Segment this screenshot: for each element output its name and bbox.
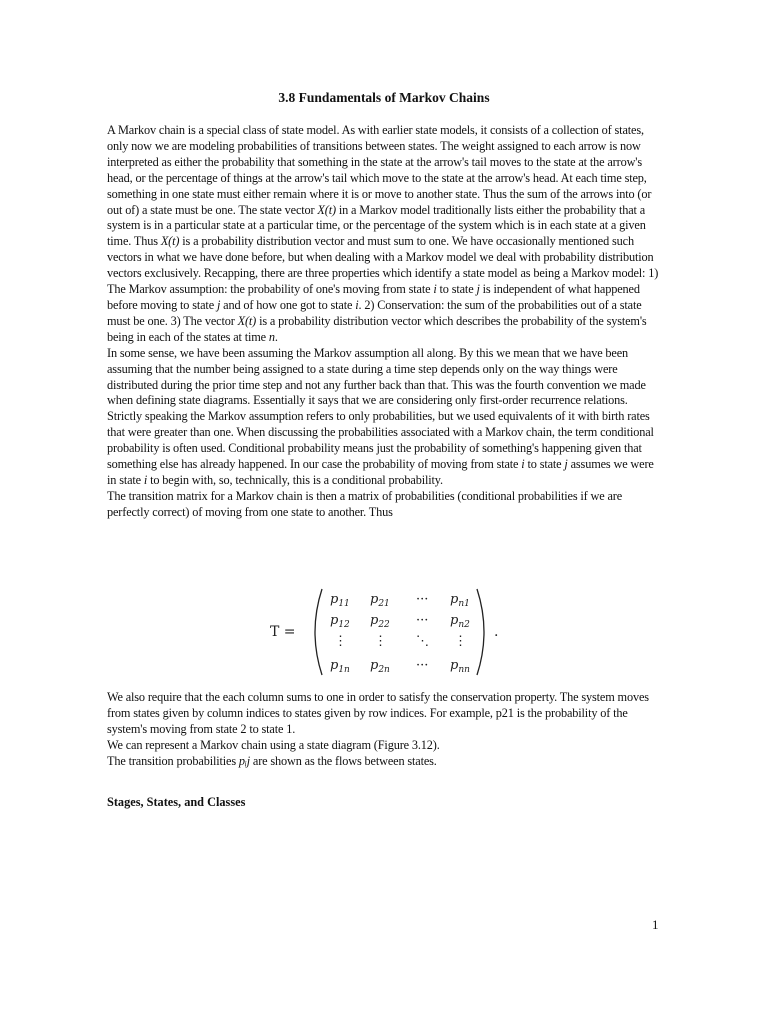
left-paren: [315, 589, 322, 675]
paragraph-markov-assumption: [107, 346, 663, 489]
text-run: is independent of what happened before moving to state: [107, 282, 640, 312]
matrix-entry: $p_{2n}$: [370, 658, 390, 675]
math-xt: X(t): [317, 202, 336, 217]
transition-matrix-equation: [270, 583, 500, 681]
matrix-trailing-period: .: [494, 624, 499, 640]
matrix-entry: ···: [416, 613, 429, 628]
math-i: i: [521, 457, 525, 472]
paragraph-column-sums: We also require that the each column sums to one in order to satisfy the conservation property. The system moves from states given by column indices to states given by row indices. For example, p21 is the probability of the system's moving from state 2 to state 1.: [107, 690, 649, 736]
matrix-entry: $p_{11}$: [330, 592, 350, 609]
matrix-entry: $p_{nn}$: [450, 658, 470, 675]
matrix-entry: ···: [416, 592, 429, 607]
text-run: in a Markov model traditionally lists either the probability that a system is in a particular state at a particular time, or the percentage of the system which is in each state at a given time. Thus: [107, 202, 646, 249]
text-run: to state: [524, 457, 565, 472]
paragraph-transition-probabilities: [107, 754, 663, 770]
paragraph-state-diagram: We can represent a Markov chain using a state diagram (Figure 3.12).: [107, 737, 440, 752]
matrix-entry: $p_{22}$: [370, 613, 390, 630]
text-run: to state: [436, 282, 477, 297]
matrix-figure: [270, 583, 500, 681]
page-number: 1: [652, 917, 659, 932]
matrix-entry: $p_{n1}$: [450, 592, 470, 609]
math-xt: X(t): [237, 313, 257, 328]
text-run: are shown as the flows between states.: [249, 753, 437, 768]
text-run: is a probability distribution vector which describes the probability of the system's being in each of the states at time: [107, 313, 647, 344]
math-j: j: [476, 282, 480, 297]
matrix-entry: ⋮: [454, 634, 467, 649]
text-run: . 2) Conservation: the sum of the probabilities out of a state must be one. 3) The vector: [107, 297, 642, 328]
body-text-top: [107, 123, 663, 521]
text-run: assumes we were in state: [107, 457, 654, 487]
text-run: A Markov chain is a special class of state model. As with earlier state models, it consists of a collection of states, only now we are modeling probabilities of transitions between states. The weight assigned to each arrow is now interpreted as either the probability that something in the state at the arrow's tail moves to the state at the arrow's head, or the percentage of things at the arrow's tail which move to the state at the arrow's head. At each time step, something in one state must either remain where it is or move to another state. Thus the sum of the arrows into (or out of) a state must be one. The state vector: [107, 123, 652, 217]
math-xt: X(t): [160, 234, 180, 249]
math-j: j: [216, 297, 221, 312]
matrix-entry: ···: [416, 658, 429, 673]
subsection-heading: Stages, States, and Classes: [107, 795, 246, 809]
section-title: 3.8 Fundamentals of Markov Chains: [278, 90, 490, 105]
text-run: to begin with, so, technically, this is a conditional probability.: [147, 472, 443, 487]
math-n: n: [268, 329, 275, 344]
text-run: and of how one got to state: [220, 297, 356, 312]
matrix-entry: $p_{21}$: [370, 592, 390, 609]
math-i: i: [143, 472, 148, 487]
matrix-entry: ⋮: [374, 634, 387, 649]
text-run: In some sense, we have been assuming the Markov assumption all along. By this we mean that we have been assuming that the number being assigned to a state during a time step depends only on the way things were distributed during the prior time step and not any further back than that. This was the fourth convention we made when defining state diagrams. Essentially it says that we are considering only first-order recurrence relations. Strictly speaking the Markov assumption refers to only probabilities, but we used equivalents of it with birth rates that were greater than one. When discussing the probabilities associated with a Markov chain, the term conditional probability is often used. Conditional probability means just the probability of something's happening given that something else has already happened. In our case the probability of moving from state: [107, 345, 654, 472]
matrix-entry: $p_{12}$: [330, 613, 350, 630]
text-run: is a probability distribution vector and must sum to one. We have occasionally mentioned such vectors in what we have done before, but when dealing with a Markov model we deal with probability distribution vectors exclusively. Recapping, there are three properties which identify a state model as being a Markov model: 1) The Markov assumption: the probability of one's moving from state: [107, 234, 659, 297]
paragraph-transition-matrix: The transition matrix for a Markov chain is then a matrix of probabilities (conditional probabilities if we are perfectly correct) of moving from one state to another. Thus: [107, 488, 623, 519]
right-paren: [477, 589, 484, 675]
math-pij: pᵢj: [238, 753, 250, 768]
paragraph-markov-definition: [107, 123, 663, 346]
text-run: .: [274, 329, 278, 344]
matrix-entry: $p_{1n}$: [330, 658, 350, 675]
math-j: j: [564, 457, 568, 472]
matrix-entry: $p_{n2}$: [450, 613, 470, 630]
body-text-bottom: [107, 690, 663, 770]
math-i: i: [433, 282, 437, 297]
matrix-entry: ⋱: [416, 634, 429, 649]
matrix-entry: ⋮: [334, 634, 347, 649]
matrix-lhs: T =: [270, 624, 296, 640]
text-run: The transition probabilities: [107, 753, 239, 768]
math-i: i: [355, 297, 359, 312]
matrix-cells: [330, 592, 470, 675]
